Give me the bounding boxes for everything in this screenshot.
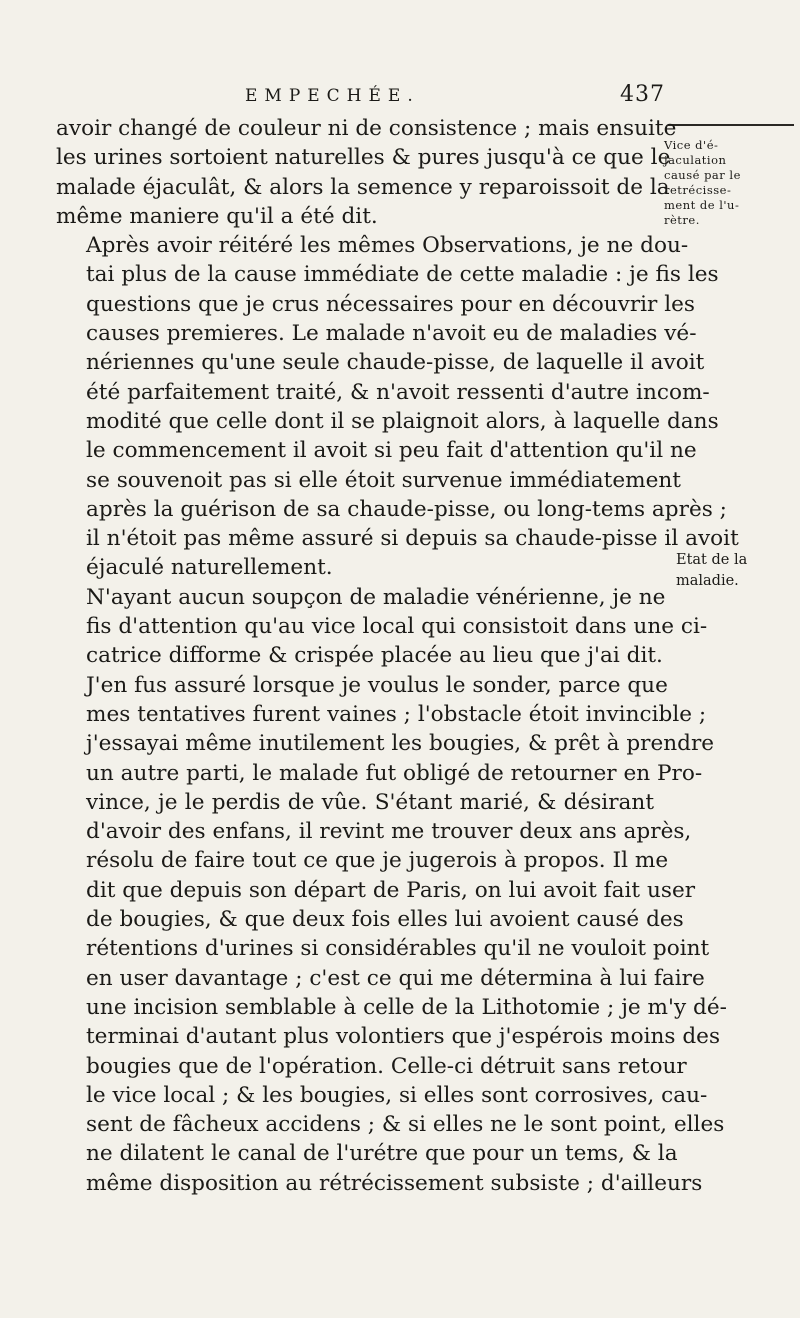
- page-header: [245, 82, 665, 112]
- text-line: rétentions d'urines si considérables qu'il ne vouloit point: [86, 936, 710, 962]
- paragraph: [56, 583, 708, 671]
- text-line: mes tentatives furent vaines ; l'obstacle étoit invincible ;: [86, 701, 707, 727]
- text-line: d'avoir des enfans, il revint me trouver deux ans après,: [86, 819, 692, 845]
- margin-note-ejaculation-line: retrécisse-: [664, 183, 732, 197]
- margin-note-ejaculation: [664, 138, 794, 228]
- text-line: se souvenoit pas si elle étoit survenue immédiatement: [86, 467, 681, 493]
- running-title: EMPECHÉE.: [245, 86, 420, 106]
- text-line: il n'étoit pas même assuré si depuis sa chaude-pisse il avoit: [86, 526, 739, 552]
- text-line: questions que je crus nécessaires pour en découvrir les: [86, 291, 696, 317]
- margin-note-ejaculation-line: ment de l'u-: [664, 198, 740, 212]
- margin-note-etat-line: Etat de la: [676, 552, 748, 568]
- margin-rule: [668, 124, 794, 126]
- text-line: après la guérison de sa chaude-pisse, ou long-tems après ;: [86, 496, 727, 522]
- text-line: j'essayai même inutilement les bougies, & prêt à prendre: [86, 731, 715, 757]
- text-line: terminai d'autant plus volontiers que j'espérois moins des: [86, 1024, 721, 1050]
- text-line: sent de fâcheux accidens ; & si elles ne le sont point, elles: [86, 1112, 725, 1138]
- text-line: vince, je le perdis de vûe. S'étant marié, & désirant: [86, 789, 654, 815]
- text-line: les urines sortoient naturelles & pures jusqu'à ce que le: [56, 145, 671, 171]
- text-line: catrice difforme & crispée placée au lieu que j'ai dit.: [86, 643, 663, 669]
- text-line: tai plus de la cause immédiate de cette maladie : je fis les: [86, 262, 719, 288]
- text-line: de bougies, & que deux fois elles lui avoient causé des: [86, 907, 684, 933]
- margin-note-etat-line: maladie.: [676, 573, 739, 589]
- text-line: modité que celle dont il se plaignoit alors, à laquelle dans: [86, 408, 719, 434]
- text-line: une incision semblable à celle de la Lithotomie ; je m'y dé-: [86, 994, 727, 1020]
- paragraph: [56, 671, 727, 1198]
- text-line: en user davantage ; c'est ce qui me détermina à lui faire: [86, 965, 705, 991]
- text-line: le vice local ; & les bougies, si elles sont corrosives, cau-: [86, 1082, 708, 1108]
- margin-note-ejaculation-line: causé par le: [664, 168, 741, 182]
- page-number: 437: [620, 82, 665, 107]
- text-line: dit que depuis son départ de Paris, on lui avoit fait user: [86, 877, 696, 903]
- text-line: été parfaitement traité, & n'avoit ressenti d'autre incom-: [86, 379, 710, 405]
- text-line: nériennes qu'une seule chaude-pisse, de laquelle il avoit: [86, 350, 705, 376]
- margin-note-ejaculation-line: jaculation: [664, 153, 727, 167]
- margin-note-etat: [676, 550, 794, 592]
- text-line: même maniere qu'il a été dit.: [56, 203, 378, 229]
- text-line: J'en fus assuré lorsque je voulus le sonder, parce que: [86, 672, 668, 698]
- text-line: causes premieres. Le malade n'avoit eu de maladies vé-: [86, 321, 697, 347]
- margin-note-ejaculation-line: Vice d'é-: [664, 138, 719, 152]
- text-line: ne dilatent le canal de l'urétre que pour un tems, & la: [86, 1141, 678, 1167]
- text-line: malade éjaculât, & alors la semence y reparoissoit de la: [56, 174, 670, 200]
- text-line: fis d'attention qu'au vice local qui consistoit dans une ci-: [86, 614, 708, 640]
- text-line: résolu de faire tout ce que je jugerois à propos. Il me: [86, 848, 669, 874]
- paragraph: [56, 114, 677, 231]
- text-line: Après avoir réitéré les mêmes Observations, je ne dou-: [86, 233, 689, 259]
- text-line: avoir changé de couleur ni de consistence ; mais ensuite: [56, 116, 677, 141]
- text-line: un autre parti, le malade fut obligé de retourner en Pro-: [86, 760, 703, 786]
- text-line: N'ayant aucun soupçon de maladie vénérienne, je ne: [86, 584, 666, 610]
- text-line: bougies que de l'opération. Celle-ci détruit sans retour: [86, 1053, 687, 1079]
- text-line: le commencement il avoit si peu fait d'attention qu'il ne: [86, 438, 697, 464]
- text-line: même disposition au rétrécissement subsiste ; d'ailleurs: [86, 1170, 703, 1196]
- margin-note-ejaculation-line: rètre.: [664, 213, 700, 227]
- text-line: éjaculé naturellement.: [86, 555, 333, 581]
